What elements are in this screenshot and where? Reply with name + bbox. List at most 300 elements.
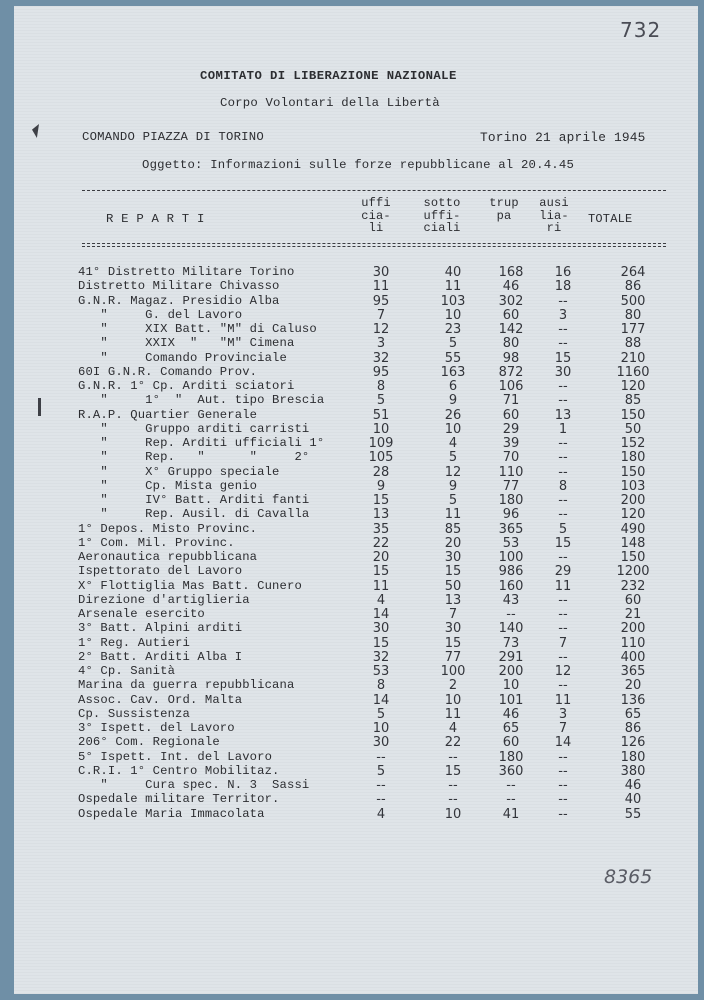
table-rule (82, 243, 666, 244)
cell-reparto: " XXIX " "M" Cimena (78, 336, 295, 351)
cell-ausiliari: -- (558, 592, 568, 608)
cell-totale: 86 (624, 721, 642, 736)
cell-totale: 150 (620, 407, 646, 423)
cell-reparto: G.N.R. 1° Cp. Arditi sciatori (78, 379, 295, 393)
cell-sottoufficiali: 22 (444, 735, 462, 751)
cell-totale: 180 (620, 450, 646, 466)
cell-sottoufficiali: -- (448, 792, 458, 808)
cell-ufficiali: 11 (372, 279, 390, 295)
cell-totale: 365 (620, 664, 646, 679)
cell-truppa: 10 (502, 678, 520, 694)
cell-totale: 65 (624, 706, 642, 722)
cell-truppa: 60 (502, 407, 520, 423)
table-row (14, 764, 698, 778)
cell-sottoufficiali: 9 (448, 393, 458, 409)
cell-totale: 210 (620, 350, 646, 366)
cell-sottoufficiali: 15 (444, 564, 462, 580)
cell-reparto: 2° Batt. Arditi Alba I (78, 649, 243, 664)
cell-sottoufficiali: 20 (444, 535, 462, 551)
cell-ufficiali: 109 (368, 436, 394, 451)
table-row (14, 365, 698, 379)
cell-ufficiali: 14 (372, 692, 390, 708)
cell-ausiliari: 18 (554, 279, 572, 295)
cell-truppa: 101 (498, 692, 524, 708)
cell-ausiliari: 8 (558, 478, 568, 494)
cell-ausiliari: -- (558, 336, 568, 352)
cell-ufficiali: -- (376, 749, 386, 765)
cell-truppa: 60 (502, 735, 520, 751)
header-line: uffi (361, 196, 391, 210)
cell-sottoufficiali: -- (448, 749, 458, 765)
cell-totale: 50 (624, 421, 642, 437)
cell-truppa: 365 (498, 521, 524, 537)
table-row (14, 650, 698, 664)
cell-ausiliari: 12 (554, 664, 572, 679)
table-row (14, 707, 698, 721)
cell-totale: 136 (620, 692, 646, 708)
cell-totale: 46 (624, 778, 642, 793)
cell-reparto: " Rep. Arditi ufficiali 1° (78, 436, 325, 450)
cell-truppa: 80 (502, 336, 520, 352)
cell-totale: 500 (620, 293, 646, 309)
table-row (14, 408, 698, 422)
table-row (14, 636, 698, 650)
cell-ausiliari: -- (558, 792, 568, 808)
cell-totale: 86 (624, 279, 642, 295)
cell-ufficiali: 28 (372, 464, 390, 480)
cell-totale: 55 (624, 806, 642, 822)
cell-truppa: -- (506, 778, 516, 793)
table-row (14, 750, 698, 764)
cell-reparto: " Comando Provinciale (78, 350, 287, 365)
cell-reparto: " 1° " Aut. tipo Brescia (78, 393, 325, 408)
cell-reparto: 4° Cp. Sanità (78, 664, 176, 678)
table-row (14, 693, 698, 707)
cell-truppa: 986 (498, 564, 524, 580)
cell-reparto: Assoc. Cav. Ord. Malta (78, 692, 243, 707)
table-row (14, 379, 698, 393)
cell-ufficiali: 30 (372, 621, 390, 637)
cell-sottoufficiali: 55 (444, 350, 462, 366)
cell-totale: 1200 (616, 564, 650, 580)
cell-reparto: Direzione d'artiglieria (78, 592, 250, 607)
cell-reparto: " IV° Batt. Arditi fanti (78, 493, 310, 507)
cell-sottoufficiali: 30 (444, 550, 462, 565)
cell-reparto: " Gruppo arditi carristi (78, 421, 310, 436)
document-date: Torino 21 aprile 1945 (480, 130, 646, 145)
document-page (14, 6, 698, 994)
cell-ufficiali: 35 (372, 521, 390, 537)
table-row (14, 422, 698, 436)
cell-sottoufficiali: 11 (444, 279, 462, 295)
table-row (14, 735, 698, 749)
cell-totale: 400 (620, 649, 646, 665)
document-subtitle: Corpo Volontari della Libertà (220, 96, 440, 110)
cell-ausiliari: 7 (558, 721, 568, 736)
cell-reparto: 3° Batt. Alpini arditi (78, 621, 243, 636)
cell-totale: 120 (620, 507, 646, 523)
cell-truppa: 29 (502, 421, 520, 437)
cell-reparto: " Cura spec. N. 3 Sassi (78, 778, 310, 792)
cell-ufficiali: 9 (376, 478, 386, 494)
header-line: trup (489, 196, 519, 210)
cell-reparto: X° Flottiglia Mas Batt. Cunero (78, 578, 302, 593)
cell-truppa: 291 (498, 649, 524, 665)
cell-reparto: 1° Com. Mil. Provinc. (78, 535, 235, 550)
cell-ufficiali: 20 (372, 550, 390, 565)
cell-ausiliari: 7 (558, 635, 568, 651)
cell-ufficiali: 13 (372, 507, 390, 523)
table-rule (82, 190, 666, 191)
cell-sottoufficiali: 2 (448, 678, 458, 694)
cell-ufficiali: 4 (376, 592, 386, 608)
header-line: uffi- (423, 208, 461, 223)
cell-ausiliari: 11 (554, 578, 572, 594)
cell-totale: 200 (620, 621, 646, 637)
cell-ufficiali: 51 (372, 407, 390, 423)
cell-sottoufficiali: 103 (440, 293, 466, 309)
cell-truppa: 140 (498, 621, 524, 637)
cell-sottoufficiali: 10 (444, 421, 462, 437)
command-header: COMANDO PIAZZA DI TORINO (82, 130, 264, 144)
cell-truppa: 60 (502, 307, 520, 323)
table-row (14, 807, 698, 821)
cell-reparto: 41° Distretto Militare Torino (78, 265, 295, 279)
table-row (14, 621, 698, 635)
table-row (14, 579, 698, 593)
cell-ausiliari: -- (558, 450, 568, 466)
cell-ufficiali: 15 (372, 635, 390, 651)
cell-ufficiali: 12 (372, 322, 390, 337)
header-line: ausi (539, 196, 569, 210)
cell-sottoufficiali: 11 (444, 507, 462, 523)
cell-truppa: 73 (502, 635, 520, 651)
cell-ufficiali: 5 (376, 706, 386, 722)
cell-ufficiali: 53 (372, 664, 390, 679)
cell-ausiliari: 3 (558, 307, 568, 323)
handwritten-total: 8365 (604, 866, 653, 888)
cell-ausiliari: -- (558, 379, 568, 394)
cell-ufficiali: 7 (376, 307, 386, 323)
cell-truppa: 100 (498, 550, 524, 565)
table-row (14, 778, 698, 792)
cell-sottoufficiali: 77 (444, 649, 462, 665)
cell-reparto: " XIX Batt. "M" di Caluso (78, 322, 317, 336)
cell-sottoufficiali: 100 (440, 664, 466, 679)
table-row (14, 792, 698, 806)
cell-reparto: Ispettorato del Lavoro (78, 564, 243, 579)
table-row (14, 564, 698, 578)
cell-sottoufficiali: 10 (444, 692, 462, 708)
cell-truppa: 302 (498, 293, 524, 309)
cell-ausiliari: 15 (554, 350, 572, 366)
header-line: ri (546, 221, 562, 235)
cell-sottoufficiali: 13 (444, 592, 462, 608)
cell-reparto: Cp. Sussistenza (78, 706, 190, 721)
cell-totale: 200 (620, 493, 646, 508)
cell-ufficiali: 10 (372, 721, 390, 736)
cell-reparto: Ospedale militare Territor. (78, 792, 280, 807)
cell-ufficiali: 105 (368, 450, 394, 466)
cell-sottoufficiali: 15 (444, 635, 462, 651)
table-rule (82, 246, 666, 247)
cell-truppa: 360 (498, 763, 524, 779)
cell-totale: 60 (624, 592, 642, 608)
cell-totale: 150 (620, 464, 646, 480)
cell-ufficiali: 8 (376, 379, 386, 394)
cell-ausiliari: 3 (558, 706, 568, 722)
cell-ausiliari: -- (558, 322, 568, 337)
cell-truppa: 39 (502, 436, 520, 451)
table-row (14, 308, 698, 322)
cell-reparto: Aeronautica repubblicana (78, 550, 258, 564)
cell-totale: 1160 (616, 364, 650, 380)
cell-truppa: 43 (502, 592, 520, 608)
cell-ausiliari: 29 (554, 564, 572, 580)
cell-truppa: 106 (498, 379, 524, 394)
cell-truppa: 168 (498, 265, 524, 280)
cell-ausiliari: -- (558, 293, 568, 309)
table-row (14, 522, 698, 536)
cell-truppa: 110 (498, 464, 524, 480)
cell-reparto: " Rep. " " 2° (78, 450, 310, 465)
table-row (14, 479, 698, 493)
cell-ufficiali: -- (376, 778, 386, 793)
cell-ausiliari: -- (558, 607, 568, 622)
cell-truppa: 71 (502, 393, 520, 409)
header-truppa (482, 197, 526, 222)
header-sottoufficiali (414, 197, 470, 235)
cell-sottoufficiali: 26 (444, 407, 462, 423)
table-row (14, 607, 698, 621)
cell-truppa: 180 (498, 493, 524, 508)
cell-reparto: " Cp. Mista genio (78, 478, 258, 493)
cell-ufficiali: 95 (372, 364, 390, 380)
cell-truppa: 96 (502, 507, 520, 523)
header-line: cia- (361, 208, 391, 223)
cell-truppa: 142 (498, 322, 524, 337)
cell-totale: 150 (620, 550, 646, 565)
table-row (14, 721, 698, 735)
cell-ufficiali: 15 (372, 564, 390, 580)
cell-reparto: Marina da guerra repubblicana (78, 678, 295, 693)
cell-totale: 88 (624, 336, 642, 352)
cell-totale: 232 (620, 578, 646, 594)
cell-truppa: 70 (502, 450, 520, 466)
cell-ausiliari: 30 (554, 364, 572, 380)
cell-truppa: 41 (502, 806, 520, 822)
cell-ausiliari: 5 (558, 521, 568, 537)
header-totale: TOTALE (588, 212, 633, 226)
cell-ufficiali: 3 (376, 336, 386, 352)
cell-ufficiali: 30 (372, 265, 390, 280)
cell-ausiliari: -- (558, 649, 568, 665)
table-row (14, 664, 698, 678)
cell-sottoufficiali: 50 (444, 578, 462, 594)
cell-sottoufficiali: 6 (448, 379, 458, 394)
table-row (14, 678, 698, 692)
cell-ufficiali: 5 (376, 393, 386, 409)
table-row (14, 450, 698, 464)
cell-totale: 152 (620, 436, 646, 451)
cell-sottoufficiali: 4 (448, 721, 458, 736)
cell-truppa: 160 (498, 578, 524, 594)
cell-ufficiali: 22 (372, 535, 390, 551)
table-row (14, 536, 698, 550)
header-ausiliari (532, 197, 576, 235)
cell-reparto: Ospedale Maria Immacolata (78, 806, 265, 821)
cell-ausiliari: -- (558, 464, 568, 480)
header-reparti: R E P A R T I (106, 212, 205, 226)
cell-ausiliari: -- (558, 678, 568, 694)
cell-reparto: 1° Depos. Misto Provinc. (78, 521, 258, 536)
table-row (14, 465, 698, 479)
cell-ufficiali: 95 (372, 293, 390, 309)
cell-sottoufficiali: 85 (444, 521, 462, 537)
cell-truppa: 180 (498, 749, 524, 765)
cell-sottoufficiali: 10 (444, 307, 462, 323)
cell-ufficiali: 32 (372, 649, 390, 665)
cell-truppa: 872 (498, 364, 524, 380)
header-ufficiali (354, 197, 398, 235)
cell-sottoufficiali: 30 (444, 621, 462, 637)
cell-totale: 490 (620, 521, 646, 537)
cell-ausiliari: -- (558, 436, 568, 451)
table-row (14, 265, 698, 279)
cell-sottoufficiali: -- (448, 778, 458, 793)
cell-truppa: 200 (498, 664, 524, 679)
header-line: pa (496, 208, 512, 223)
cell-sottoufficiali: 5 (448, 493, 458, 508)
cell-ausiliari: -- (558, 806, 568, 822)
cell-reparto: 5° Ispett. Int. del Lavoro (78, 749, 273, 764)
cell-totale: 20 (624, 678, 642, 694)
cell-reparto: 206° Com. Regionale (78, 735, 220, 750)
table-row (14, 593, 698, 607)
cell-ufficiali: 4 (376, 806, 386, 822)
table-row (14, 507, 698, 521)
cell-sottoufficiali: 5 (448, 450, 458, 466)
cell-ausiliari: 13 (554, 407, 572, 423)
cell-reparto: Distretto Militare Chivasso (78, 279, 280, 294)
table-row (14, 493, 698, 507)
cell-reparto: G.N.R. Magaz. Presidio Alba (78, 293, 280, 308)
cell-sottoufficiali: 10 (444, 806, 462, 822)
cell-sottoufficiali: 15 (444, 763, 462, 779)
cell-truppa: 98 (502, 350, 520, 366)
cell-sottoufficiali: 40 (444, 265, 462, 280)
cell-totale: 380 (620, 763, 646, 779)
table-row (14, 336, 698, 350)
table-row (14, 279, 698, 293)
cell-ausiliari: 14 (554, 735, 572, 751)
cell-ausiliari: 11 (554, 692, 572, 708)
document-subject: Oggetto: Informazioni sulle forze repubblicane al 20.4.45 (142, 158, 575, 172)
cell-ausiliari: -- (558, 393, 568, 409)
cell-totale: 120 (620, 379, 646, 394)
cell-reparto: R.A.P. Quartier Generale (78, 407, 258, 422)
cell-ausiliari: -- (558, 778, 568, 793)
table-row (14, 322, 698, 336)
cell-totale: 177 (620, 322, 646, 337)
cell-sottoufficiali: 11 (444, 706, 462, 722)
cell-reparto: 1° Reg. Autieri (78, 635, 190, 650)
cell-totale: 180 (620, 749, 646, 765)
cell-sottoufficiali: 9 (448, 478, 458, 494)
cell-sottoufficiali: 12 (444, 464, 462, 480)
cell-ufficiali: -- (376, 792, 386, 808)
cell-totale: 264 (620, 265, 646, 280)
cell-truppa: -- (506, 792, 516, 808)
cell-totale: 40 (624, 792, 642, 808)
header-line: li (368, 221, 384, 235)
cell-reparto: 60I G.N.R. Comando Prov. (78, 364, 258, 379)
cell-sottoufficiali: 5 (448, 336, 458, 352)
cell-ausiliari: 1 (558, 421, 568, 437)
cell-truppa: 46 (502, 706, 520, 722)
cell-ufficiali: 10 (372, 421, 390, 437)
cell-totale: 85 (624, 393, 642, 409)
table-row (14, 436, 698, 450)
table-row (14, 550, 698, 564)
cell-sottoufficiali: 7 (448, 607, 458, 622)
table-row (14, 294, 698, 308)
cell-ufficiali: 5 (376, 763, 386, 779)
cell-ausiliari: 15 (554, 535, 572, 551)
table-row (14, 393, 698, 407)
cell-sottoufficiali: 23 (444, 322, 462, 337)
cell-ufficiali: 8 (376, 678, 386, 694)
cell-truppa: -- (506, 607, 516, 622)
cell-reparto: " X° Gruppo speciale (78, 464, 280, 479)
cell-totale: 110 (620, 635, 646, 651)
cell-totale: 148 (620, 535, 646, 551)
cell-ausiliari: -- (558, 550, 568, 565)
cell-ufficiali: 14 (372, 607, 390, 622)
cell-truppa: 77 (502, 478, 520, 494)
cell-ausiliari: -- (558, 621, 568, 637)
cell-totale: 21 (624, 607, 642, 622)
table-row (14, 351, 698, 365)
margin-mark (32, 124, 39, 138)
header-line: lia- (539, 208, 569, 223)
header-line: ciali (423, 221, 461, 235)
cell-totale: 103 (620, 478, 646, 494)
cell-truppa: 46 (502, 279, 520, 295)
cell-reparto: Arsenale esercito (78, 607, 205, 621)
header-line: sotto (423, 196, 461, 210)
cell-ufficiali: 15 (372, 493, 390, 508)
cell-ausiliari: -- (558, 763, 568, 779)
cell-ufficiali: 30 (372, 735, 390, 751)
cell-ausiliari: -- (558, 493, 568, 508)
cell-reparto: 3° Ispett. del Lavoro (78, 721, 235, 735)
cell-reparto: " Rep. Ausil. di Cavalla (78, 507, 310, 522)
cell-ausiliari: -- (558, 749, 568, 765)
page-number: 732 (620, 18, 662, 42)
cell-sottoufficiali: 163 (440, 364, 466, 380)
document-title: COMITATO DI LIBERAZIONE NAZIONALE (200, 69, 457, 83)
cell-totale: 126 (620, 735, 646, 751)
cell-ausiliari: -- (558, 507, 568, 523)
cell-totale: 80 (624, 307, 642, 323)
cell-reparto: " G. del Lavoro (78, 307, 243, 322)
cell-reparto: C.R.I. 1° Centro Mobilitaz. (78, 763, 280, 778)
cell-truppa: 53 (502, 535, 520, 551)
cell-ausiliari: 16 (554, 265, 572, 280)
cell-ufficiali: 11 (372, 578, 390, 594)
cell-truppa: 65 (502, 721, 520, 736)
